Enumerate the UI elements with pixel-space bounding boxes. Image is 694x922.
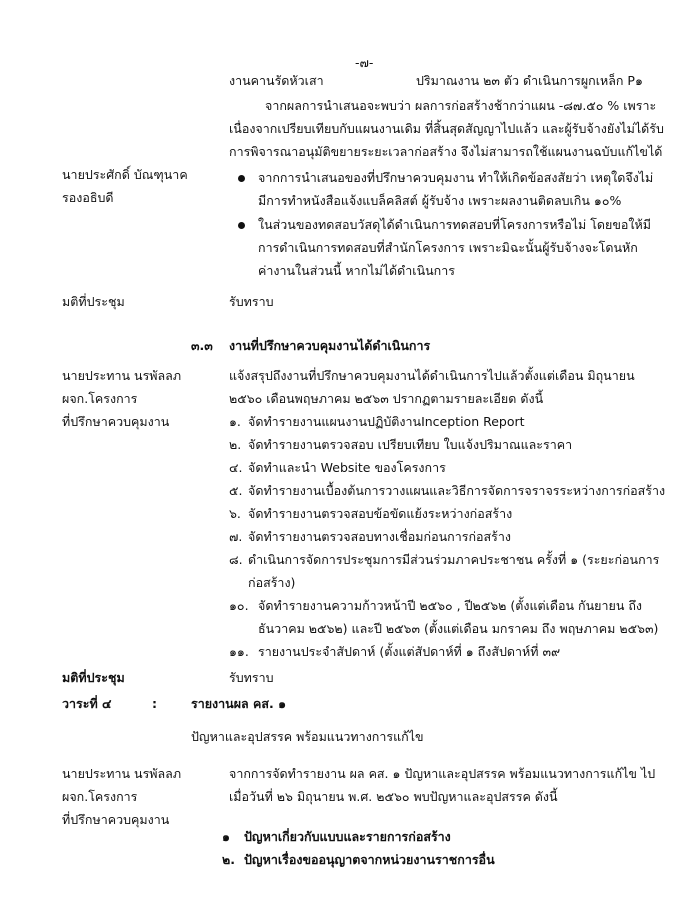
speaker-title: ผจก.โครงการ: [62, 391, 138, 406]
task-number: ๑๑.: [229, 644, 249, 659]
task-number: ๔.: [229, 460, 243, 475]
bullet-line: จากการนำเสนอของที่ปรึกษาควบคุมงาน ทำให้เกิดข้อสงสัยว่า เหตุใดจึงไม่: [258, 170, 654, 185]
speaker-name: นายประศักดิ์ บัณฑุนาค: [62, 167, 188, 182]
agenda-subtitle: ปัญหาและอุปสรรค พร้อมแนวทางการแก้ไข: [191, 729, 424, 744]
task-number: ๑๐.: [229, 598, 249, 613]
task-text: จัดทำรายงานตรวจสอบ เปรียบเทียบ ใบแจ้งปริมาณและราคา: [248, 437, 573, 452]
task-text: จัดทำรายงานแผนงานปฏิบัติงานInception Report: [248, 414, 525, 429]
task-text: จัดทำรายงานตรวจสอบข้อขัดแย้งระหว่างก่อสร้าง: [248, 506, 513, 521]
task-text: จัดทำรายงานเบื้องต้นการวางแผนและวิธีการจัดการจราจรระหว่างการก่อสร้าง: [248, 483, 666, 498]
speaker-title: ผจก.โครงการ: [62, 789, 138, 804]
task-text: จัดทำรายงานตรวจสอบทางเชื่อมก่อนการก่อสร้าง: [248, 529, 512, 544]
resolution-value: รับทราบ: [229, 670, 274, 685]
work-para-line: การพิจารณาอนุมัติขยายระยะเวลาก่อสร้าง จึงไม่สามารถใช้แผนงานฉบับแก้ไขได้: [229, 144, 663, 159]
task-text: จัดทำรายงานความก้าวหน้าปี ๒๕๖๐ , ปี๒๕๖๒ (ตั้งแต่เดือน กันยายน ถึง: [258, 598, 643, 613]
work-para-line: จากผลการนำเสนอจะพบว่า ผลการก่อสร้างช้ากว่าแผน -๘๗.๕๐ % เพราะ: [265, 98, 657, 113]
task-text: ดำเนินการจัดการประชุมการมีส่วนร่วมภาคประชาชน ครั้งที่ ๑ (ระยะก่อนการ: [248, 552, 660, 567]
bullet-line: ค่างานในส่วนนี้ หากไม่ได้ดำเนินการ: [258, 263, 455, 278]
task-text: ธันวาคม ๒๕๖๒) และปี ๒๕๖๓ (ตั้งแต่เดือน มกราคม ถึง พฤษภาคม ๒๕๖๓): [258, 621, 659, 636]
work-quantity: ปริมาณงาน ๒๓ ตัว ดำเนินการผูกเหล็ก P๑: [416, 73, 643, 88]
problem-number: ๑: [222, 829, 230, 844]
bullet-line: ในส่วนของทดสอบวัสดุได้ดำเนินการทดสอบที่โครงการหรือไม่ โดยขอให้มี: [258, 217, 652, 232]
task-number: ๑.: [229, 414, 241, 429]
agenda-colon: :: [152, 696, 157, 711]
intro-line: จากการจัดทำรายงาน ผล คส. ๑ ปัญหาและอุปสรรค พร้อมแนวทางการแก้ไข ไป: [229, 766, 656, 781]
work-title: งานคานรัดหัวเสา: [229, 73, 324, 88]
resolution-label: มติที่ประชุม: [62, 294, 125, 309]
problem-number: ๒.: [222, 852, 235, 867]
task-number: ๗.: [229, 529, 243, 544]
intro-line: ๒๕๖๐ เดือนพฤษภาคม ๒๕๖๓ ปรากฏตามรายละเอียด ดังนี้: [229, 391, 544, 406]
resolution-label: มติที่ประชุม: [62, 670, 125, 685]
speaker-org: ที่ปรึกษาควบคุมงาน: [62, 812, 170, 827]
speaker-name: นายประทาน นรพัลลภ: [62, 766, 182, 781]
speaker-title: รองอธิบดี: [62, 190, 114, 205]
task-number: ๕.: [229, 483, 243, 498]
task-text: ก่อสร้าง): [248, 575, 296, 590]
task-number: ๒.: [229, 437, 242, 452]
intro-line: แจ้งสรุปถึงงานที่ปรึกษาควบคุมงานได้ดำเนินการไปแล้วตั้งแต่เดือน มิถุนายน: [229, 368, 635, 383]
problem-text: ปัญหาเกี่ยวกับแบบและรายการก่อสร้าง: [244, 829, 451, 844]
page-number: -๗-: [355, 55, 374, 70]
task-number: ๘.: [229, 552, 243, 567]
intro-line: เมื่อวันที่ ๒๖ มิถุนายน พ.ศ. ๒๕๖๐ พบปัญหาและอุปสรรค ดังนี้: [229, 789, 558, 804]
section-number: ๓.๓: [191, 338, 213, 353]
section-title: งานที่ปรึกษาควบคุมงานได้ดำเนินการ: [229, 338, 431, 353]
bullet-dot: [238, 222, 245, 229]
bullet-dot: [238, 175, 245, 182]
agenda-title: รายงานผล คส. ๑: [191, 696, 287, 711]
speaker-org: ที่ปรึกษาควบคุมงาน: [62, 414, 170, 429]
task-text: จัดทำและนำ Website ของโครงการ: [248, 460, 446, 475]
bullet-line: การดำเนินการทดสอบที่สำนักโครงการ เพราะมิฉะนั้นผู้รับจ้างจะโดนหัก: [258, 240, 638, 255]
task-number: ๖.: [229, 506, 241, 521]
task-text: รายงานประจำสัปดาห์ (ตั้งแต่สัปดาห์ที่ ๑ ถึงสัปดาห์ที่ ๓๙: [258, 644, 561, 659]
agenda-label: วาระที่ ๔: [62, 696, 112, 711]
resolution-value: รับทราบ: [229, 294, 274, 309]
speaker-name: นายประทาน นรพัลลภ: [62, 368, 182, 383]
work-para-line: เนื่องจากเปรียบเทียบกับแผนงานเดิม ที่สิ้นสุดสัญญาไปแล้ว และผู้รับจ้างยังไม่ได้รับ: [229, 121, 664, 136]
bullet-line: มีการทำหนังสือแจ้งแบล็คลิสต์ ผู้รับจ้าง เพราะผลงานติดลบเกิน ๑๐%: [258, 193, 622, 208]
problem-text: ปัญหาเรื่องขออนุญาตจากหน่วยงานราชการอื่น: [244, 852, 495, 867]
